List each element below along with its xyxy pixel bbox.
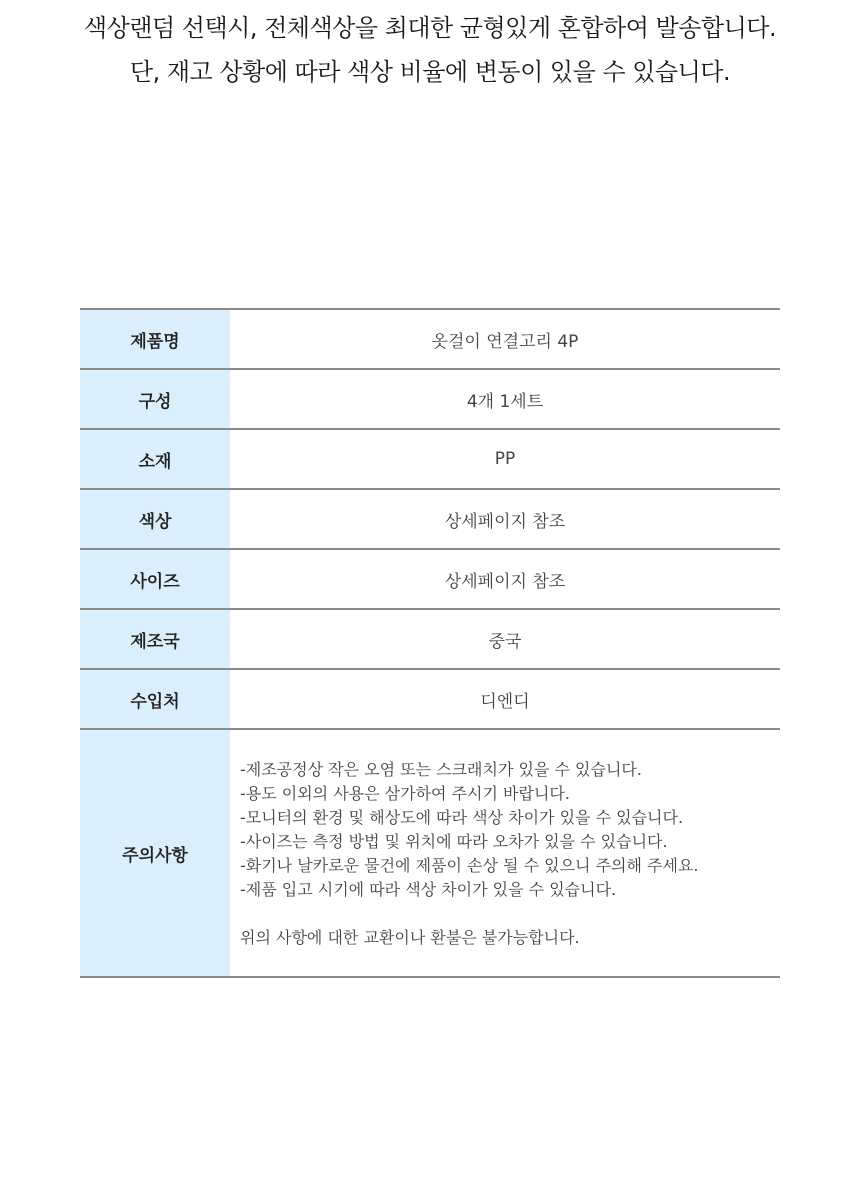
spec-label: 제조국: [80, 609, 230, 669]
caution-line: -용도 이외의 사용은 삼가하여 주시기 바랍니다.: [240, 784, 570, 803]
spec-label: 소재: [80, 429, 230, 489]
spec-value: 중국: [230, 609, 780, 669]
notice-line-1: 색상랜덤 선택시, 전체색상을 최대한 균형있게 혼합하여 발송합니다.: [83, 14, 777, 42]
spec-value: 4개 1세트: [230, 369, 780, 429]
spec-value: 디엔디: [230, 669, 780, 729]
spec-row-importer: [80, 669, 780, 729]
spec-label: 구성: [80, 369, 230, 429]
product-spec-table: [80, 308, 780, 978]
caution-notes: [230, 729, 780, 977]
color-random-notice: [0, 6, 860, 94]
spec-row-color: [80, 489, 780, 549]
spec-value: 상세페이지 참조: [230, 489, 780, 549]
spec-value: 상세페이지 참조: [230, 549, 780, 609]
caution-line: -제품 입고 시기에 따라 색상 차이가 있을 수 있습니다.: [240, 880, 617, 899]
caution-line: -모니터의 환경 및 해상도에 따라 색상 차이가 있을 수 있습니다.: [240, 808, 684, 827]
spec-value: 옷걸이 연결고리 4P: [230, 309, 780, 369]
spec-label: 수입처: [80, 669, 230, 729]
spec-label: 색상: [80, 489, 230, 549]
spec-row-composition: [80, 369, 780, 429]
spec-row-caution: [80, 729, 780, 977]
spec-row-material: [80, 429, 780, 489]
spec-label: 제품명: [80, 309, 230, 369]
spec-row-size: [80, 549, 780, 609]
spec-row-product-name: [80, 309, 780, 369]
spec-label: 사이즈: [80, 549, 230, 609]
caution-line: -화기나 날카로운 물건에 제품이 손상 될 수 있으니 주의해 주세요.: [240, 856, 699, 875]
notice-line-2: 단, 재고 상황에 따라 색상 비율에 변동이 있을 수 있습니다.: [129, 58, 731, 86]
spec-value: PP: [230, 429, 780, 489]
caution-line: -제조공정상 작은 오염 또는 스크래치가 있을 수 있습니다.: [240, 760, 642, 779]
spec-label: 주의사항: [80, 729, 230, 977]
caution-line: -사이즈는 측정 방법 및 위치에 따라 오차가 있을 수 있습니다.: [240, 832, 668, 851]
spec-row-country: [80, 609, 780, 669]
no-refund-notice: 위의 사항에 대한 교환이나 환불은 불가능합니다.: [240, 928, 580, 947]
